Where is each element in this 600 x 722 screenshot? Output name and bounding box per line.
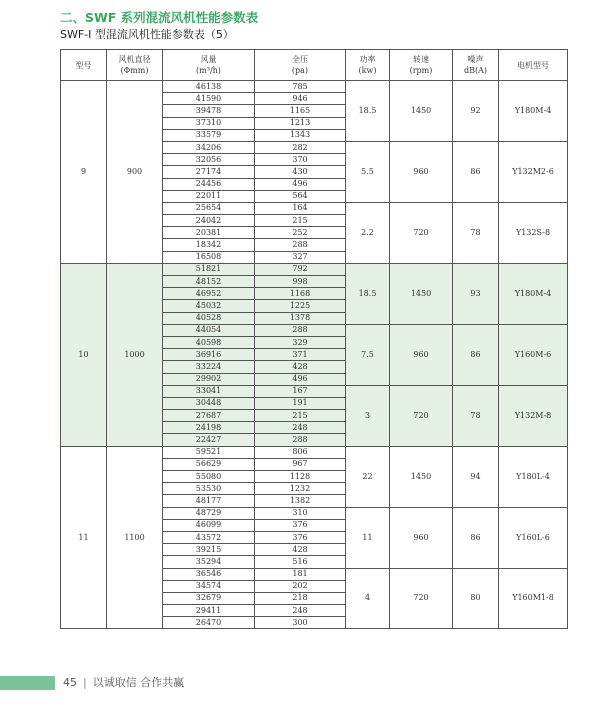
airflow-cell: 34206 (163, 141, 255, 153)
pressure-cell: 1378 (255, 312, 346, 324)
airflow-cell: 48729 (163, 507, 255, 519)
header-pressure (255, 50, 346, 81)
pressure-cell: 371 (255, 349, 346, 361)
airflow-cell: 32679 (163, 592, 255, 604)
header-diameter-line1: 风机直径 (118, 55, 151, 64)
airflow-cell: 30448 (163, 397, 255, 409)
airflow-cell: 25654 (163, 202, 255, 214)
header-noise-line2: dB(A) (463, 66, 488, 75)
airflow-cell: 29902 (163, 373, 255, 385)
motor-cell: Y160M-6 (499, 324, 568, 385)
airflow-cell: 48177 (163, 495, 255, 507)
airflow-cell: 18342 (163, 239, 255, 251)
header-pressure-line1: 全压 (292, 55, 308, 64)
pressure-cell: 564 (255, 190, 346, 202)
pressure-cell: 288 (255, 239, 346, 251)
noise-cell: 92 (453, 81, 499, 142)
section-title: 二、SWF 系列混流风机性能参数表 (60, 10, 259, 25)
noise-cell: 86 (453, 141, 499, 202)
header-diameter (107, 50, 163, 81)
pressure-cell: 1165 (255, 105, 346, 117)
footer-separator: | (83, 676, 87, 689)
speed-cell: 960 (390, 324, 453, 385)
airflow-cell: 56629 (163, 458, 255, 470)
header-speed-line2: (rpm) (409, 66, 433, 75)
pressure-cell: 282 (255, 141, 346, 153)
power-cell: 18.5 (346, 263, 390, 324)
header-speed-line1: 转速 (413, 55, 429, 64)
pressure-cell: 181 (255, 568, 346, 580)
pressure-cell: 215 (255, 410, 346, 422)
power-cell: 22 (346, 446, 390, 507)
motor-cell: Y132S-8 (499, 202, 568, 263)
diameter-cell: 1100 (107, 446, 163, 629)
pressure-cell: 300 (255, 617, 346, 629)
power-cell: 4 (346, 568, 390, 629)
power-cell: 3 (346, 385, 390, 446)
noise-cell: 80 (453, 568, 499, 629)
header-airflow (163, 50, 255, 81)
speed-cell: 720 (390, 568, 453, 629)
pressure-cell: 1225 (255, 300, 346, 312)
pressure-cell: 248 (255, 422, 346, 434)
pressure-cell: 329 (255, 336, 346, 348)
airflow-cell: 43572 (163, 531, 255, 543)
airflow-cell: 39215 (163, 544, 255, 556)
footer (63, 676, 184, 690)
model-cell: 11 (61, 446, 107, 629)
speed-cell: 720 (390, 385, 453, 446)
motor-cell: Y180M-4 (499, 81, 568, 142)
page-number: 45 (63, 676, 77, 689)
speed-cell: 960 (390, 507, 453, 568)
pressure-cell: 998 (255, 276, 346, 288)
airflow-cell: 39478 (163, 105, 255, 117)
pressure-cell: 376 (255, 519, 346, 531)
motor-cell: Y132M2-6 (499, 141, 568, 202)
model-cell: 9 (61, 81, 107, 264)
pressure-cell: 1382 (255, 495, 346, 507)
pressure-cell: 1213 (255, 117, 346, 129)
pressure-cell: 310 (255, 507, 346, 519)
table-row (61, 81, 568, 93)
airflow-cell: 29411 (163, 605, 255, 617)
table-row (61, 263, 568, 275)
performance-table (60, 49, 568, 629)
diameter-cell: 1000 (107, 263, 163, 446)
pressure-cell: 1168 (255, 288, 346, 300)
pressure-cell: 191 (255, 397, 346, 409)
motor-cell: Y160M1-8 (499, 568, 568, 629)
airflow-cell: 41590 (163, 93, 255, 105)
table-title: SWF-I 型混流风机性能参数表（5） (60, 28, 234, 41)
airflow-cell: 26470 (163, 617, 255, 629)
pressure-cell: 164 (255, 202, 346, 214)
airflow-cell: 46099 (163, 519, 255, 531)
noise-cell: 86 (453, 507, 499, 568)
noise-cell: 78 (453, 385, 499, 446)
airflow-cell: 46952 (163, 288, 255, 300)
model-block (61, 446, 568, 629)
pressure-cell: 202 (255, 580, 346, 592)
pressure-cell: 792 (255, 263, 346, 275)
table-header (61, 50, 568, 81)
power-cell: 18.5 (346, 81, 390, 142)
pressure-cell: 288 (255, 324, 346, 336)
power-cell: 2.2 (346, 202, 390, 263)
pressure-cell: 370 (255, 154, 346, 166)
airflow-cell: 27687 (163, 410, 255, 422)
footer-color-bar (0, 676, 55, 690)
pressure-cell: 946 (255, 93, 346, 105)
airflow-cell: 33224 (163, 361, 255, 373)
noise-cell: 78 (453, 202, 499, 263)
noise-cell: 94 (453, 446, 499, 507)
pressure-cell: 496 (255, 178, 346, 190)
motor-cell: Y180M-4 (499, 263, 568, 324)
table-row (61, 446, 568, 458)
header-speed (390, 50, 453, 81)
pressure-cell: 215 (255, 215, 346, 227)
header-power (346, 50, 390, 81)
model-block (61, 263, 568, 446)
airflow-cell: 32056 (163, 154, 255, 166)
airflow-cell: 59521 (163, 446, 255, 458)
diameter-cell: 900 (107, 81, 163, 264)
airflow-cell: 45032 (163, 300, 255, 312)
speed-cell: 720 (390, 202, 453, 263)
motor-cell: Y160L-6 (499, 507, 568, 568)
airflow-cell: 27174 (163, 166, 255, 178)
power-cell: 11 (346, 507, 390, 568)
header-model: 型号 (61, 50, 107, 81)
pressure-cell: 496 (255, 373, 346, 385)
pressure-cell: 1128 (255, 471, 346, 483)
airflow-cell: 48152 (163, 276, 255, 288)
speed-cell: 1450 (390, 81, 453, 142)
airflow-cell: 36916 (163, 349, 255, 361)
model-cell: 10 (61, 263, 107, 446)
pressure-cell: 806 (255, 446, 346, 458)
header-motor: 电机型号 (499, 50, 568, 81)
airflow-cell: 35294 (163, 556, 255, 568)
airflow-cell: 24198 (163, 422, 255, 434)
power-cell: 7.5 (346, 324, 390, 385)
pressure-cell: 218 (255, 592, 346, 604)
speed-cell: 960 (390, 141, 453, 202)
airflow-cell: 40598 (163, 336, 255, 348)
airflow-cell: 33579 (163, 129, 255, 141)
airflow-cell: 44054 (163, 324, 255, 336)
pressure-cell: 1343 (255, 129, 346, 141)
footer-slogan: 以诚取信 合作共赢 (92, 676, 185, 689)
airflow-cell: 16508 (163, 251, 255, 263)
airflow-cell: 34574 (163, 580, 255, 592)
power-cell: 5.5 (346, 141, 390, 202)
header-airflow-line1: 风量 (200, 55, 217, 64)
header-power-line2: (kw) (358, 66, 377, 75)
noise-cell: 86 (453, 324, 499, 385)
airflow-cell: 33041 (163, 385, 255, 397)
airflow-cell: 46138 (163, 81, 255, 93)
pressure-cell: 967 (255, 458, 346, 470)
airflow-cell: 37310 (163, 117, 255, 129)
pressure-cell: 376 (255, 531, 346, 543)
airflow-cell: 24042 (163, 215, 255, 227)
speed-cell: 1450 (390, 263, 453, 324)
pressure-cell: 430 (255, 166, 346, 178)
pressure-cell: 428 (255, 361, 346, 373)
speed-cell: 1450 (390, 446, 453, 507)
airflow-cell: 51821 (163, 263, 255, 275)
airflow-cell: 36546 (163, 568, 255, 580)
header-airflow-line2: (m³/h) (196, 66, 221, 75)
model-block (61, 81, 568, 264)
pressure-cell: 1232 (255, 483, 346, 495)
pressure-cell: 288 (255, 434, 346, 446)
header-noise (453, 50, 499, 81)
header-pressure-line2: (pa) (291, 66, 309, 75)
airflow-cell: 55080 (163, 471, 255, 483)
airflow-cell: 20381 (163, 227, 255, 239)
pressure-cell: 516 (255, 556, 346, 568)
airflow-cell: 40528 (163, 312, 255, 324)
airflow-cell: 53530 (163, 483, 255, 495)
motor-cell: Y132M-8 (499, 385, 568, 446)
header-power-line1: 功率 (359, 55, 376, 64)
pressure-cell: 785 (255, 81, 346, 93)
header-noise-line1: 噪声 (467, 55, 484, 64)
pressure-cell: 248 (255, 605, 346, 617)
pressure-cell: 167 (255, 385, 346, 397)
pressure-cell: 252 (255, 227, 346, 239)
pressure-cell: 327 (255, 251, 346, 263)
airflow-cell: 24456 (163, 178, 255, 190)
pressure-cell: 428 (255, 544, 346, 556)
airflow-cell: 22011 (163, 190, 255, 202)
airflow-cell: 22427 (163, 434, 255, 446)
noise-cell: 93 (453, 263, 499, 324)
motor-cell: Y180L-4 (499, 446, 568, 507)
header-diameter-line2: (Φmm) (120, 66, 149, 75)
